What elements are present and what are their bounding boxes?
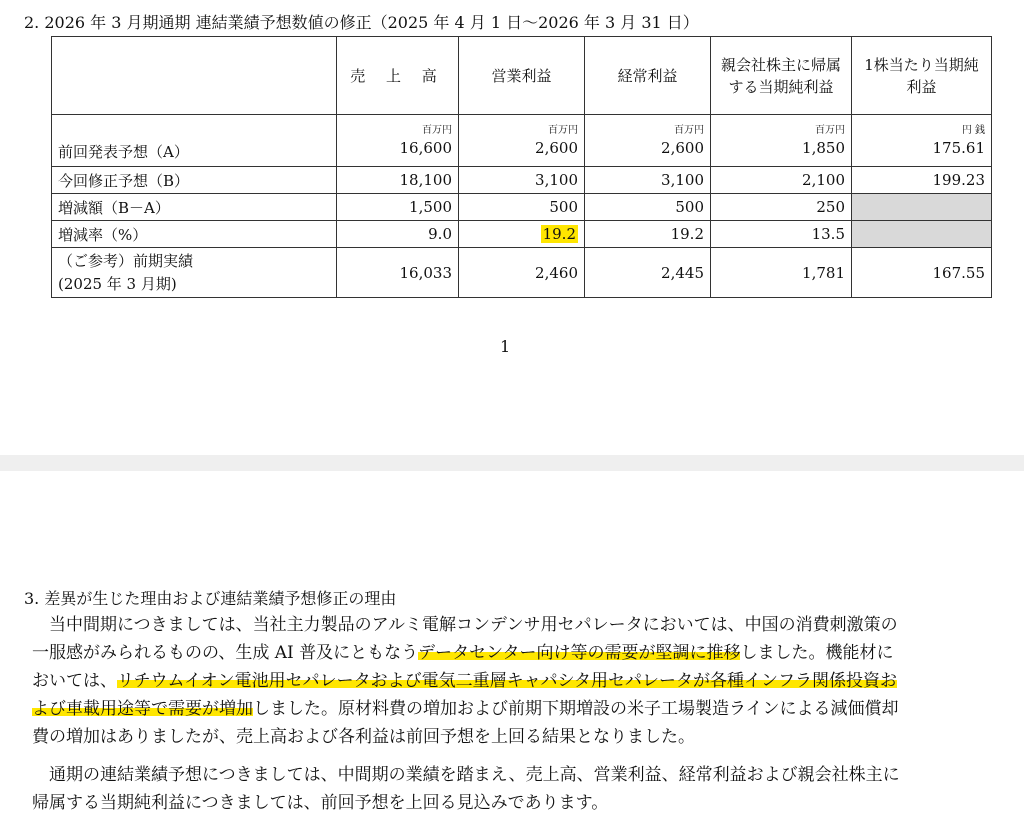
cell-value: 16,033 (337, 248, 459, 298)
header-net-profit: 親会社株主に帰属する当期純利益 (711, 37, 852, 115)
highlight-mark: よび車載用途等で需要が増加 (32, 699, 253, 719)
cell-value: 2,100 (711, 167, 852, 194)
table-row-change-rate (52, 221, 992, 248)
cell-value: 2,445 (585, 248, 711, 298)
cell-value: 百万円 2,600 (585, 115, 711, 167)
table-row-prior-results (52, 248, 992, 298)
cell-value: 500 (459, 194, 585, 221)
row-label: （ご参考）前期実績 (2025 年 3 月期) (52, 248, 337, 298)
table-header-row (52, 37, 992, 115)
unit-label: 百万円 (548, 124, 578, 136)
cell-value: 3,100 (585, 167, 711, 194)
cell-value: 1,781 (711, 248, 852, 298)
forecast-table (51, 36, 992, 298)
unit-label: 百万円 (422, 124, 452, 136)
cell-value: 円 銭 175.61 (852, 115, 992, 167)
row-label: 増減率（%） (52, 221, 337, 248)
cell-empty-gray (852, 221, 992, 248)
row-sublabel: (2025 年 3 月期) (58, 274, 177, 293)
cell-value: 199.23 (852, 167, 992, 194)
page-number: 1 (500, 337, 511, 356)
cell-value: 167.55 (852, 248, 992, 298)
cell-value: 3,100 (459, 167, 585, 194)
section-2-title: 2. 2026 年 3 月期通期 連結業績予想数値の修正（2025 年 4 月 1 日～2026 年 3 月 31 日） (24, 13, 699, 32)
cell-value: 13.5 (711, 221, 852, 248)
page-separator (0, 455, 1024, 471)
reason-paragraph-1: 当中間期につきましては、当社主力製品のアルミ電解コンデンサ用セパレータにおいては、中国の消費刺激策の 一服感がみられるものの、生成 AI 普及にともなうデータセンター向け等の需要が堅調に推移しました。機能材に おいては、リチウムイオン電池用セパレータおよび電気二重層キャパシタ用セパレータが各種インフラ関係投資お よび車載用途等で需要が増加しました。原材料費の増加および前期下期増設の米子工場製造ラインによる減価償却 費の増加はありましたが、売上高および各利益は前回予想を上回る結果となりました。 (32, 615, 899, 747)
section-3-title: 3. 差異が生じた理由および連結業績予想修正の理由 (24, 589, 397, 608)
highlight-mark: データセンター向け等の需要が堅調に推移 (418, 643, 741, 663)
table-row-change-amount (52, 194, 992, 221)
cell-value: 9.0 (337, 221, 459, 248)
highlight-mark: 19.2 (542, 225, 576, 243)
cell-value: 250 (711, 194, 852, 221)
cell-value: 百万円 1,850 (711, 115, 852, 167)
row-label: 前回発表予想（A） (52, 115, 337, 167)
table-row-previous-forecast (52, 115, 992, 167)
reason-paragraph-2: 通期の連結業績予想につきましては、中間期の業績を踏まえ、売上高、営業利益、経常利益および親会社株主に 帰属する当期純利益につきましては、前回予想を上回る見込みであります。 (32, 765, 900, 813)
header-ordinary-profit: 経常利益 (585, 37, 711, 115)
row-label: 増減額（B－A） (52, 194, 337, 221)
cell-value: 18,100 (337, 167, 459, 194)
unit-label: 百万円 (815, 124, 845, 136)
header-operating-profit: 営業利益 (459, 37, 585, 115)
cell-value: 1,500 (337, 194, 459, 221)
cell-value: 19.2 (585, 221, 711, 248)
unit-label: 百万円 (674, 124, 704, 136)
cell-value: 百万円 16,600 (337, 115, 459, 167)
table-row-revised-forecast (52, 167, 992, 194)
header-sales: 売 上 高 (337, 37, 459, 115)
cell-value: 2,460 (459, 248, 585, 298)
cell-value: 百万円 2,600 (459, 115, 585, 167)
cell-value: 500 (585, 194, 711, 221)
cell-value-highlighted (459, 221, 585, 248)
row-label: 今回修正予想（B） (52, 167, 337, 194)
cell-empty-gray (852, 194, 992, 221)
highlight-mark: リチウムイオン電池用セパレータおよび電気二重層キャパシタ用セパレータが各種インフラ関係投資お (117, 671, 897, 691)
header-eps: 1株当たり当期純利益 (852, 37, 992, 115)
header-blank (52, 37, 337, 115)
unit-label: 円 銭 (961, 124, 985, 136)
